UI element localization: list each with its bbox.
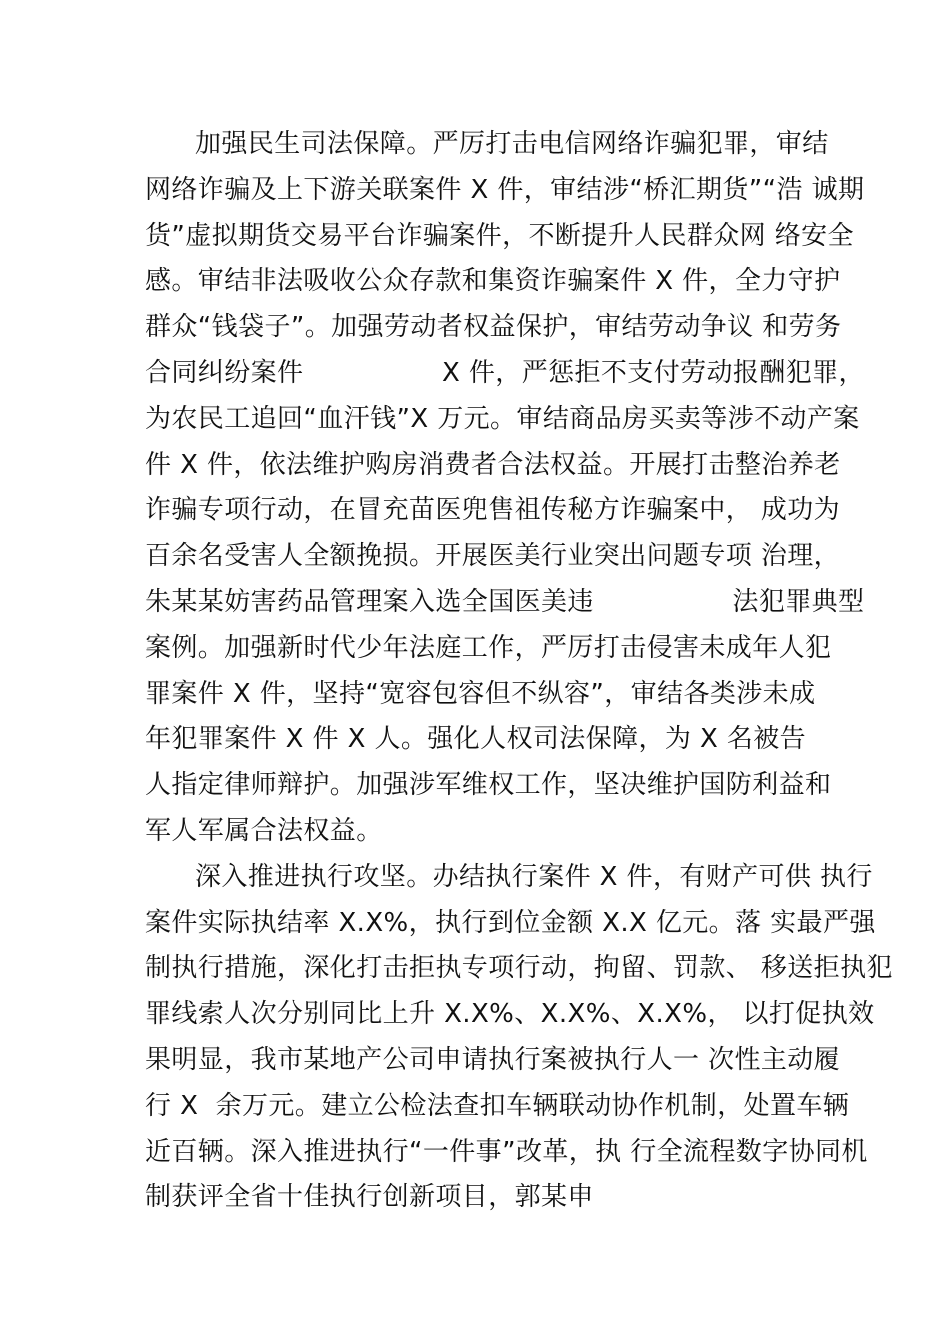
text-line: 年犯罪案件 X 件 X 人。强化人权司法保障，为 X 名被告 xyxy=(145,724,807,755)
text-line: 制执行措施，深化打击拒执专项行动，拘留、罚款、 移送拒执犯 xyxy=(145,953,893,984)
text-line: 果明显，我市某地产公司申请执行案被执行人一 次性主动履 xyxy=(145,1044,841,1075)
paragraph-enforcement xyxy=(145,855,893,1221)
text-line: 近百辆。深入推进执行“一件事”改革，执 行全流程数字协同机 xyxy=(145,1136,868,1167)
text-line: 感。审结非法吸收公众存款和集资诈骗案件 X 件，全力守护 xyxy=(145,266,841,297)
text-line: 诈骗专项行动，在冒充苗医兜售祖传秘方诈骗案中， 成功为 xyxy=(145,495,841,526)
text-line: 案例。加强新时代少年法庭工作，严厉打击侵害未成年人犯 xyxy=(145,632,832,663)
text-line: 件 X 件，依法维护购房消费者合法权益。开展打击整治养老 xyxy=(145,449,841,480)
text-line: 货”虚拟期货交易平台诈骗案件，不断提升人民群众网 络安全 xyxy=(145,220,854,251)
text-line: 为农民工追回“血汗钱”X 万元。审结商品房买卖等涉不动产案 xyxy=(145,403,860,434)
text-line: 百余名受害人全额挽损。开展医美行业突出问题专项 治理， xyxy=(145,541,841,572)
text-line: 案件实际执结率 X.X%，执行到位金额 X.X 亿元。落 实最严强 xyxy=(145,907,876,938)
paragraph-livelihood-justice xyxy=(145,122,865,855)
text-line: 朱某某妨害药品管理案入选全国医美违 法犯罪典型 xyxy=(145,586,865,617)
text-line: 人指定律师辩护。加强涉军维权工作，坚决维护国防利益和 xyxy=(145,770,832,801)
text-line: 行 X 余万元。建立公检法查扣车辆联动协作机制，处置车辆 xyxy=(145,1090,850,1121)
text-line: 军人军属合法权益。 xyxy=(145,815,383,846)
text-line: 深入推进执行攻坚。办结执行案件 X 件，有财产可供 执行 xyxy=(195,861,873,892)
text-line: 合同纠纷案件 X 件，严惩拒不支付劳动报酬犯罪， xyxy=(145,357,865,388)
text-line: 群众“钱袋子”。加强劳动者权益保护，审结劳动争议 和劳务 xyxy=(145,312,842,343)
text-line: 罪线索人次分别同比上升 X.X%、X.X%、X.X%， 以打促执效 xyxy=(145,999,875,1030)
text-line: 罪案件 X 件，坚持“宽容包容但不纵容”，审结各类涉未成 xyxy=(145,678,816,709)
document-body xyxy=(145,122,893,1221)
text-line: 制获评全省十佳执行创新项目，郭某申 xyxy=(145,1182,594,1213)
text-line: 网络诈骗及上下游关联案件 X 件，审结涉“桥汇期货”“浩 诚期 xyxy=(145,174,865,205)
text-line: 加强民生司法保障。严厉打击电信网络诈骗犯罪，审结 xyxy=(195,129,829,159)
